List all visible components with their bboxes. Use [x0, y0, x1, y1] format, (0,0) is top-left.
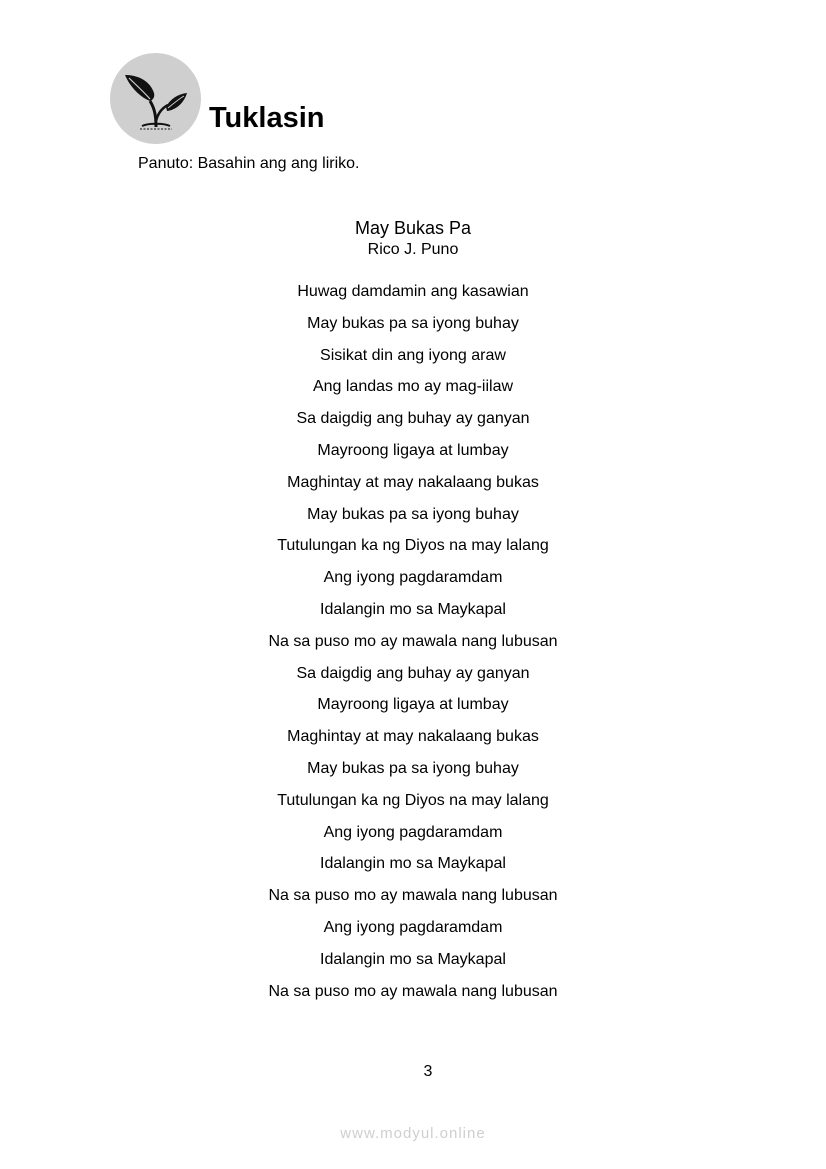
song-title: May Bukas Pa	[354, 218, 472, 238]
lyric-line: Ang iyong pagdaramdam	[323, 823, 503, 841]
lyric-line: Idalangin mo sa Maykapal	[320, 950, 506, 968]
instructions-text: Panuto: Basahin ang ang liriko.	[138, 155, 360, 172]
song-artist: Rico J. Puno	[367, 241, 459, 258]
lyric-line: Mayroong ligaya at lumbay	[317, 696, 509, 714]
lyric-line: Huwag damdamin ang kasawian	[297, 283, 529, 300]
lyric-line: Na sa puso mo ay mawala nang lubusan	[268, 887, 558, 905]
lyric-line: May bukas pa sa iyong buhay	[307, 314, 519, 332]
sprout-icon	[110, 53, 201, 144]
lyrics-list	[0, 282, 826, 1013]
lyric-line: Maghintay at may nakalaang bukas	[287, 473, 539, 491]
lyric-line: Maghintay at may nakalaang bukas	[287, 728, 539, 746]
page-number: 3	[423, 1063, 433, 1080]
watermark: www.modyul.online	[340, 1125, 486, 1142]
lyric-line: Tutulungan ka ng Diyos na may lalang	[277, 537, 549, 555]
lyric-line: May bukas pa sa iyong buhay	[307, 505, 519, 523]
lyric-line: Ang iyong pagdaramdam	[323, 569, 503, 587]
lyric-line: Tutulungan ka ng Diyos na may lalang	[277, 791, 549, 809]
section-title: Tuklasin	[209, 102, 325, 134]
lyric-line: Idalangin mo sa Maykapal	[320, 600, 506, 618]
lyric-line: Sa daigdig ang buhay ay ganyan	[296, 664, 530, 682]
lyric-line: Na sa puso mo ay mawala nang lubusan	[268, 632, 558, 650]
lyric-line: Na sa puso mo ay mawala nang lubusan	[268, 982, 558, 1000]
lyric-line: Sisikat din ang iyong araw	[320, 346, 506, 364]
lyric-line: May bukas pa sa iyong buhay	[307, 759, 519, 777]
lyric-line: Sa daigdig ang buhay ay ganyan	[296, 410, 530, 428]
lyric-line: Ang iyong pagdaramdam	[323, 918, 503, 936]
lyric-line: Idalangin mo sa Maykapal	[320, 855, 506, 873]
lyric-line: Mayroong ligaya at lumbay	[317, 441, 509, 459]
lyric-line: Ang landas mo ay mag-iilaw	[312, 378, 514, 396]
